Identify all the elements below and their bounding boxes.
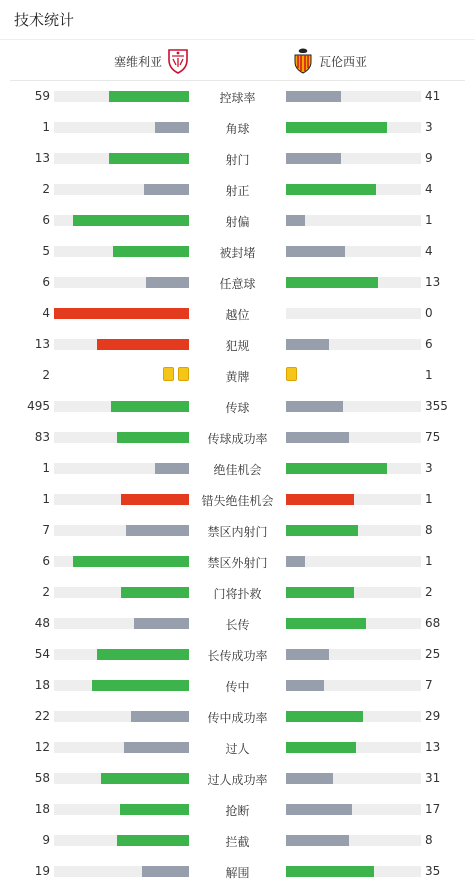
home-bar-fill [121, 494, 189, 505]
stat-row [0, 825, 475, 856]
away-value: 8 [425, 523, 433, 537]
home-value: 2 [42, 585, 50, 599]
home-bar-fill [134, 618, 189, 629]
home-bar-track [54, 246, 189, 257]
home-bar-track [54, 804, 189, 815]
away-bar-track [286, 742, 421, 753]
home-bar-fill [142, 866, 189, 877]
home-value: 7 [42, 523, 50, 537]
stat-row [0, 670, 475, 701]
stat-label: 拦截 [225, 835, 250, 849]
away-bar-track [286, 463, 421, 474]
away-bar-fill [286, 866, 374, 877]
stat-row [0, 546, 475, 577]
away-bar-track [286, 618, 421, 629]
stat-row [0, 81, 475, 112]
stat-row [0, 856, 475, 887]
stat-label: 门将扑救 [213, 587, 262, 601]
home-value: 13 [34, 337, 50, 351]
away-bar-track [286, 804, 421, 815]
stat-row [0, 763, 475, 794]
stat-label: 任意球 [219, 277, 256, 291]
stat-row [0, 174, 475, 205]
home-bar-fill [54, 308, 189, 319]
home-bar-track [54, 432, 189, 443]
stat-row [0, 112, 475, 143]
away-bar-fill [286, 804, 352, 815]
stat-row [0, 236, 475, 267]
away-bar-fill [286, 277, 378, 288]
away-value: 68 [425, 616, 441, 630]
away-bar-fill [286, 246, 345, 257]
home-bar-fill [131, 711, 189, 722]
away-bar-fill [286, 711, 363, 722]
stat-row [0, 577, 475, 608]
away-bar-track [286, 866, 421, 877]
stat-row [0, 298, 475, 329]
home-value: 6 [42, 213, 50, 227]
home-bar-track [54, 587, 189, 598]
away-bar-fill [286, 742, 356, 753]
home-bar-fill [117, 432, 189, 443]
home-bar-fill [92, 680, 189, 691]
away-bar-fill [286, 494, 354, 505]
home-value: 13 [34, 151, 50, 165]
away-bar-fill [286, 680, 324, 691]
header [0, 0, 475, 40]
stat-row [0, 484, 475, 515]
away-bar-track [286, 432, 421, 443]
home-value: 2 [42, 182, 50, 196]
home-bar-track [54, 711, 189, 722]
away-value: 13 [425, 740, 441, 754]
home-bar-fill [124, 742, 189, 753]
away-value: 25 [425, 647, 441, 661]
home-value: 1 [42, 492, 50, 506]
home-bar-track [54, 494, 189, 505]
away-bar-fill [286, 91, 341, 102]
home-bar-track [54, 215, 189, 226]
away-value: 0 [425, 306, 433, 320]
away-bar-fill [286, 184, 376, 195]
home-bar-track [54, 556, 189, 567]
stat-row [0, 608, 475, 639]
home-bar-track [54, 525, 189, 536]
home-value: 4 [42, 306, 50, 320]
home-bar-fill [121, 587, 189, 598]
home-bar-track [54, 339, 189, 350]
away-value: 355 [425, 399, 448, 413]
away-bar-fill [286, 463, 387, 474]
stat-label: 被封堵 [219, 246, 256, 260]
away-value: 31 [425, 771, 441, 785]
teams-header [10, 41, 465, 81]
stat-row [0, 360, 475, 391]
home-bar-track [54, 122, 189, 133]
stat-label: 禁区外射门 [207, 556, 268, 570]
away-bar-fill [286, 339, 329, 350]
stat-label: 传中 [225, 680, 250, 694]
home-bar-fill [111, 401, 189, 412]
away-value: 3 [425, 461, 433, 475]
away-bar-track [286, 835, 421, 846]
stat-label: 长传成功率 [207, 649, 268, 663]
home-value: 18 [34, 678, 50, 692]
away-value: 13 [425, 275, 441, 289]
away-value: 1 [425, 368, 433, 382]
away-value: 8 [425, 833, 433, 847]
home-bar-fill [120, 804, 189, 815]
stat-label: 绝佳机会 [213, 463, 262, 477]
home-bar-track [54, 773, 189, 784]
home-value: 1 [42, 461, 50, 475]
away-value: 4 [425, 182, 433, 196]
home-yellow-cards [163, 367, 189, 381]
away-bar-fill [286, 556, 305, 567]
stat-label: 过人 [225, 742, 250, 756]
away-bar-fill [286, 649, 329, 660]
home-value: 9 [42, 833, 50, 847]
home-team[interactable] [114, 48, 189, 74]
home-value: 5 [42, 244, 50, 258]
away-bar-track [286, 401, 421, 412]
stat-label: 射正 [225, 184, 250, 198]
away-value: 41 [425, 89, 441, 103]
home-value: 12 [34, 740, 50, 754]
away-yellow-cards [286, 367, 297, 381]
away-bar-track [286, 494, 421, 505]
away-value: 75 [425, 430, 441, 444]
stat-label: 解围 [225, 866, 250, 880]
yellow-card-icon [163, 367, 174, 381]
away-bar-fill [286, 122, 387, 133]
away-bar-track [286, 308, 421, 319]
stat-label: 抢断 [225, 804, 250, 818]
home-bar-fill [126, 525, 189, 536]
home-value: 83 [34, 430, 50, 444]
stat-row [0, 205, 475, 236]
away-value: 29 [425, 709, 441, 723]
stat-row [0, 391, 475, 422]
away-bar-track [286, 215, 421, 226]
away-value: 3 [425, 120, 433, 134]
away-bar-track [286, 773, 421, 784]
home-value: 19 [34, 864, 50, 878]
home-bar-track [54, 742, 189, 753]
away-value: 1 [425, 554, 433, 568]
away-bar-fill [286, 618, 366, 629]
home-bar-fill [73, 556, 189, 567]
away-value: 17 [425, 802, 441, 816]
away-bar-track [286, 184, 421, 195]
home-bar-track [54, 618, 189, 629]
home-value: 48 [34, 616, 50, 630]
home-bar-track [54, 680, 189, 691]
away-bar-track [286, 525, 421, 536]
home-bar-fill [144, 184, 189, 195]
away-team-name: 瓦伦西亚 [319, 54, 368, 69]
stat-label: 传球成功率 [207, 432, 268, 446]
stat-label: 禁区内射门 [207, 525, 268, 539]
stat-label: 过人成功率 [207, 773, 268, 787]
away-bar-track [286, 649, 421, 660]
away-bar-fill [286, 153, 341, 164]
stat-row [0, 732, 475, 763]
away-value: 1 [425, 492, 433, 506]
away-bar-track [286, 556, 421, 567]
stat-row [0, 515, 475, 546]
home-bar-fill [97, 649, 189, 660]
stat-row [0, 701, 475, 732]
stat-row [0, 794, 475, 825]
away-value: 35 [425, 864, 441, 878]
away-team-crest-icon [292, 48, 314, 74]
away-bar-fill [286, 432, 349, 443]
home-bar-track [54, 866, 189, 877]
home-value: 58 [34, 771, 50, 785]
away-bar-fill [286, 773, 333, 784]
home-team-crest-icon [167, 48, 189, 74]
yellow-card-icon [286, 367, 297, 381]
yellow-card-icon [178, 367, 189, 381]
away-bar-track [286, 711, 421, 722]
home-value: 54 [34, 647, 50, 661]
home-bar-track [54, 277, 189, 288]
home-bar-fill [73, 215, 189, 226]
home-value: 6 [42, 554, 50, 568]
home-bar-track [54, 153, 189, 164]
home-value: 59 [34, 89, 50, 103]
home-value: 495 [27, 399, 50, 413]
home-bar-track [54, 308, 189, 319]
home-bar-track [54, 835, 189, 846]
stat-row [0, 143, 475, 174]
home-value: 6 [42, 275, 50, 289]
away-value: 1 [425, 213, 433, 227]
home-bar-track [54, 184, 189, 195]
stat-label: 传中成功率 [207, 711, 268, 725]
away-value: 6 [425, 337, 433, 351]
away-team[interactable] [292, 48, 367, 74]
away-bar-track [286, 91, 421, 102]
away-bar-fill [286, 525, 358, 536]
home-value: 22 [34, 709, 50, 723]
stat-label: 犯规 [225, 339, 250, 353]
stat-row [0, 639, 475, 670]
home-bar-track [54, 91, 189, 102]
stat-row [0, 453, 475, 484]
home-bar-fill [155, 122, 189, 133]
stat-label: 越位 [225, 308, 250, 322]
away-bar-track [286, 153, 421, 164]
home-value: 1 [42, 120, 50, 134]
stat-label: 错失绝佳机会 [201, 494, 274, 508]
page-title: 技术统计 [14, 11, 75, 29]
home-bar-fill [117, 835, 189, 846]
home-bar-fill [146, 277, 189, 288]
away-bar-fill [286, 587, 354, 598]
home-bar-fill [113, 246, 189, 257]
stat-row [0, 422, 475, 453]
home-bar-fill [109, 91, 189, 102]
away-bar-track [286, 587, 421, 598]
stat-row [0, 329, 475, 360]
stat-label: 传球 [225, 401, 250, 415]
home-bar-fill [109, 153, 189, 164]
away-bar-track [286, 680, 421, 691]
home-value: 2 [42, 368, 50, 382]
home-bar-track [54, 463, 189, 474]
away-bar-track [286, 277, 421, 288]
away-bar-track [286, 339, 421, 350]
stat-label: 控球率 [219, 91, 256, 105]
away-bar-fill [286, 401, 343, 412]
home-bar-fill [101, 773, 189, 784]
home-value: 18 [34, 802, 50, 816]
away-bar-fill [286, 835, 349, 846]
away-bar-track [286, 122, 421, 133]
stat-label: 长传 [225, 618, 250, 632]
stat-label: 角球 [225, 122, 250, 136]
away-value: 9 [425, 151, 433, 165]
away-value: 7 [425, 678, 433, 692]
home-bar-fill [155, 463, 189, 474]
stat-label: 射偏 [225, 215, 250, 229]
away-value: 4 [425, 244, 433, 258]
home-bar-fill [97, 339, 189, 350]
away-value: 2 [425, 585, 433, 599]
stat-label: 黄牌 [225, 370, 250, 384]
home-bar-track [54, 649, 189, 660]
away-bar-track [286, 246, 421, 257]
stats-list [0, 81, 475, 887]
stat-row [0, 267, 475, 298]
home-team-name: 塞维利亚 [113, 54, 162, 69]
away-bar-fill [286, 215, 305, 226]
home-bar-track [54, 401, 189, 412]
stat-label: 射门 [225, 153, 250, 167]
